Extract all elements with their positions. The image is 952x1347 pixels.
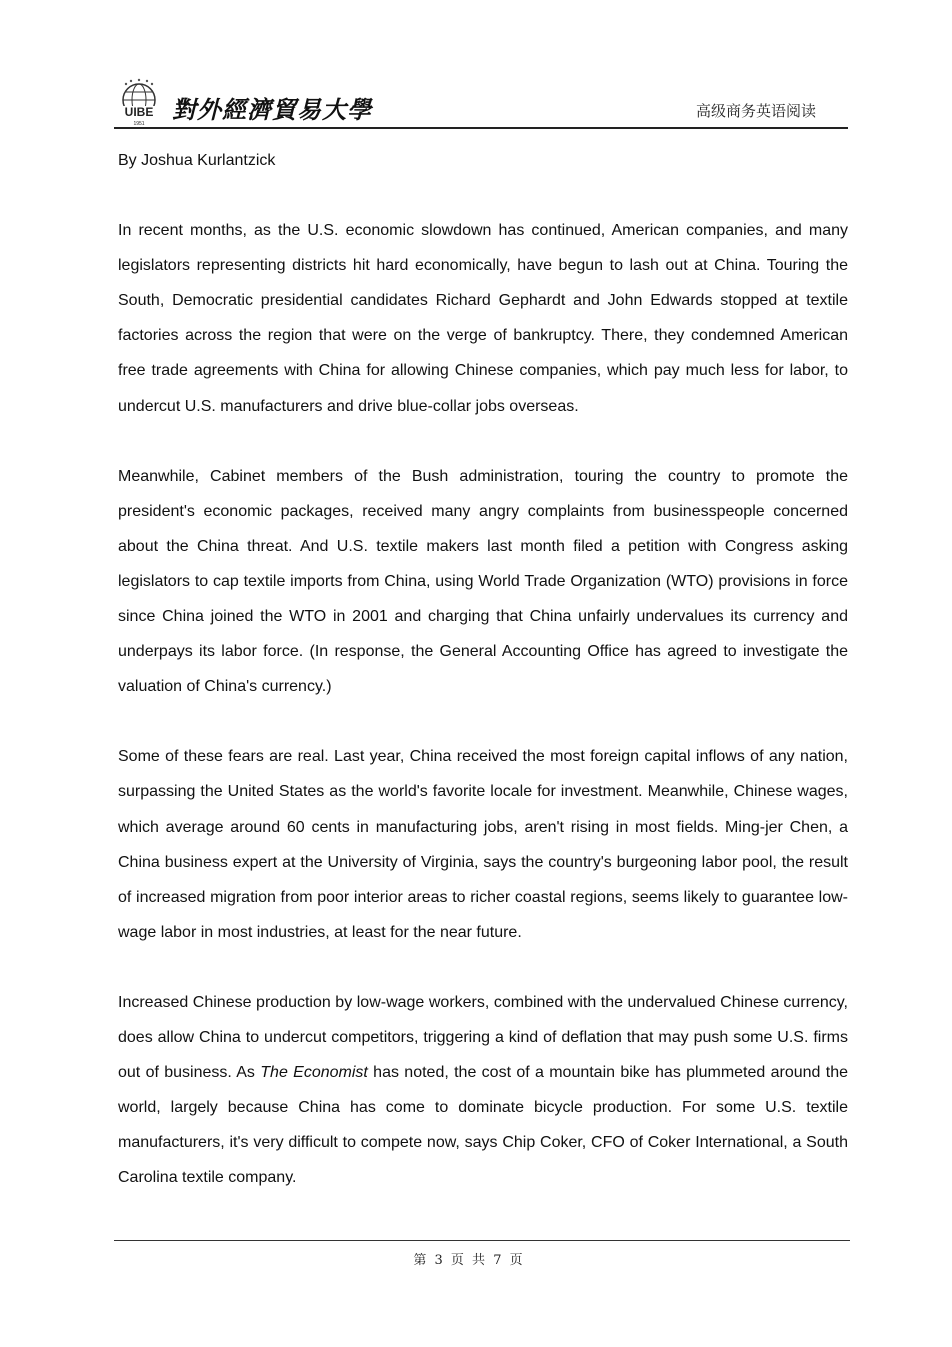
university-name: 對外經濟貿易大學 xyxy=(172,95,372,124)
course-title: 高级商务英语阅读 xyxy=(695,102,816,120)
footer-divider xyxy=(114,1240,850,1241)
university-logo xyxy=(114,78,164,128)
header-divider xyxy=(114,127,848,129)
paragraph-4-part-2: has noted, the cost of a mountain bike has plummeted around the world, largely because China has come to dominate bicycle production. For some U.S. textile manufacturers, it's very difficult to compete now, says Chip Coker, CFO of Coker International, a South Carolina textile company. xyxy=(118,1064,849,1187)
paragraph-3: Some of these fears are real. Last year, China received the most foreign capital inflows of any nation, surpassing the United States as the world's favorite locale for investment. Meanwhile, Chinese wages, which average around 60 cents in manufacturing jobs, aren't rising in most fields. Ming-jer Chen, a China business expert at the University of Virginia, says the country's burgeoning labor pool, the result of increased migration from poor interior areas to richer coastal regions, seems likely to guarantee low-wage labor in most industries, at least for the near future. xyxy=(118,748,848,941)
article-body xyxy=(118,143,848,1195)
paragraph-4 xyxy=(118,985,848,1196)
page-header xyxy=(114,72,848,128)
paragraph-1: In recent months, as the U.S. economic slowdown has continued, American companies, and many legislators representing districts hit hard economically, have begun to lash out at China. Touring the South, Democratic presidential candidates Richard Gephardt and John Edwards stopped at textile factories across the region that were on the verge of bankruptcy. There, they condemned American free trade agreements with China for allowing Chinese companies, which pay much less for labor, to undercut U.S. manufacturers and drive blue-collar jobs overseas. xyxy=(118,222,848,415)
publication-title: The Economist xyxy=(260,1064,368,1082)
logo-text: UIBE xyxy=(124,105,154,119)
page-number: 第 3 页 共 7 页 xyxy=(413,1253,523,1268)
paragraph-2: Meanwhile, Cabinet members of the Bush administration, touring the country to promote the president's economic packages, received many angry complaints from businesspeople concerned about the China threat. And U.S. textile makers last month filed a petition with Congress asking legislators to cap textile imports from China, using World Trade Organization (WTO) provisions in force since China joined the WTO in 2001 and charging that China unfairly undervalues its currency and underpays its labor force. (In response, the General Accounting Office has agreed to investigate the valuation of China's currency.) xyxy=(118,467,848,696)
logo-year: 1951 xyxy=(133,121,145,127)
paragraph-4-part-1: Increased Chinese production by low-wage workers, combined with the undervalued Chinese currency, does allow China to undercut competitors, triggering a kind of deflation that may push some U.S. firms out of business. As xyxy=(118,993,848,1082)
article-byline: By Joshua Kurlantzick xyxy=(118,152,276,169)
